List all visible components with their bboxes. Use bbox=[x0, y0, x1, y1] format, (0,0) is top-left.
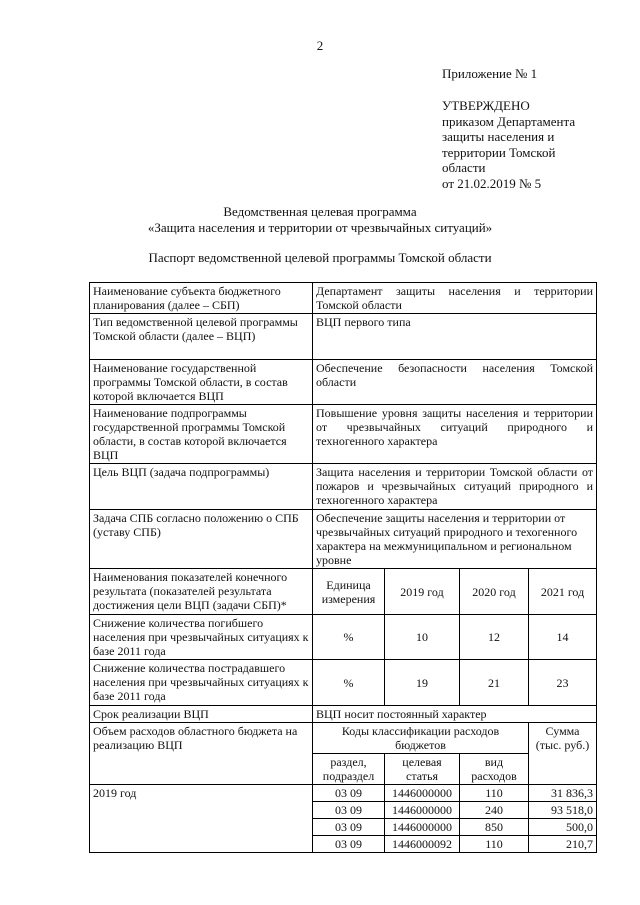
budget-target: 1446000000 bbox=[385, 819, 460, 836]
year-header: 2019 год bbox=[385, 569, 460, 615]
year-header: 2020 год bbox=[460, 569, 529, 615]
row-label: Тип ведомственной целевой программы Томской области (далее – ВЦП) bbox=[90, 314, 313, 360]
appendix-label: Приложение № 1 bbox=[442, 66, 538, 81]
title-line-2: «Защита населения и территории от чрезвычайных ситуаций» bbox=[147, 219, 493, 235]
budget-label: Объем расходов областного бюджета на реализацию ВЦП bbox=[90, 723, 313, 785]
table-row bbox=[90, 615, 597, 660]
indicator-value: 19 bbox=[385, 660, 460, 706]
document-title bbox=[0, 204, 640, 235]
budget-kind: 110 bbox=[460, 785, 529, 802]
page-number: 2 bbox=[316, 38, 324, 53]
budget-target: 1446000000 bbox=[385, 802, 460, 819]
table-row bbox=[90, 464, 597, 510]
indicator-unit: % bbox=[313, 660, 385, 706]
row-value: ВЦП первого типа bbox=[313, 314, 597, 360]
budget-target: 1446000092 bbox=[385, 836, 460, 853]
row-value: ВЦП носит постоянный характер bbox=[313, 706, 597, 723]
row-value: Повышение уровня защиты населения и территории от чрезвычайных ситуаций природного и техногенного характера bbox=[313, 405, 597, 464]
indicator-value: 12 bbox=[460, 615, 529, 660]
table-row bbox=[90, 706, 597, 723]
row-label: Наименование субъекта бюджетного планирования (далее – СБП) bbox=[90, 283, 313, 314]
codes-header: Коды классификации расходов бюджетов bbox=[313, 723, 529, 754]
approval-line: области bbox=[442, 160, 486, 175]
budget-section: 03 09 bbox=[313, 819, 385, 836]
section-header: раздел, подраздел bbox=[313, 754, 385, 785]
budget-section: 03 09 bbox=[313, 785, 385, 802]
table-row bbox=[90, 510, 597, 569]
row-label: Наименование государственной программы Томской области, в состав которой включается ВЦП bbox=[90, 360, 313, 405]
passport-title: Паспорт ведомственной целевой программы Томской области bbox=[148, 250, 492, 265]
approval-heading: УТВЕРЖДЕНО bbox=[442, 98, 530, 113]
row-value: Департамент защиты населения и территории Томской области bbox=[313, 283, 597, 314]
indicator-unit: % bbox=[313, 615, 385, 660]
budget-year: 2019 год bbox=[90, 785, 313, 853]
budget-sum: 31 836,3 bbox=[529, 785, 597, 802]
kind-header: вид расходов bbox=[460, 754, 529, 785]
budget-kind: 110 bbox=[460, 836, 529, 853]
table-row bbox=[90, 283, 597, 314]
row-value: Защита населения и территории Томской области от пожаров и чрезвычайных ситуаций природного и техногенного характера bbox=[313, 464, 597, 510]
approval-line: территории Томской bbox=[442, 144, 556, 160]
budget-section: 03 09 bbox=[313, 836, 385, 853]
indicator-name: Снижение количества пострадавшего населения при чрезвычайных ситуациях к базе 2011 года bbox=[90, 660, 313, 706]
approval-block bbox=[442, 98, 617, 191]
table-row bbox=[90, 723, 597, 754]
row-value: Обеспечение защиты населения и территории от чрезвычайных ситуаций природного и техогенного характера на межмуниципальном и региональном уровне bbox=[313, 510, 597, 569]
title-line-1: Ведомственная целевая программа bbox=[223, 204, 417, 219]
indicators-label: Наименования показателей конечного результата (показателей результата достижения цели ВЦП (задачи СБП)* bbox=[90, 569, 313, 615]
target-header: целевая статья bbox=[385, 754, 460, 785]
sum-header: Сумма (тыс. руб.) bbox=[529, 723, 597, 785]
indicator-value: 23 bbox=[529, 660, 597, 706]
passport-table bbox=[89, 282, 597, 853]
unit-header: Единица измерения bbox=[313, 569, 385, 615]
budget-sum: 93 518,0 bbox=[529, 802, 597, 819]
approval-line: от 21.02.2019 № 5 bbox=[442, 175, 542, 191]
budget-sum: 500,0 bbox=[529, 819, 597, 836]
table-row bbox=[90, 360, 597, 405]
table-row bbox=[90, 314, 597, 360]
row-value: Обеспечение безопасности населения Томской области bbox=[313, 360, 597, 405]
indicator-value: 10 bbox=[385, 615, 460, 660]
row-label: Задача СПБ согласно положению о СПБ (уставу СПБ) bbox=[90, 510, 313, 569]
row-label: Цель ВЦП (задача подпрограммы) bbox=[90, 464, 313, 510]
table-row bbox=[90, 405, 597, 464]
row-label: Срок реализации ВЦП bbox=[90, 706, 313, 723]
table-row bbox=[90, 660, 597, 706]
table-row bbox=[90, 785, 597, 802]
budget-kind: 850 bbox=[460, 819, 529, 836]
approval-line: защиты населения и bbox=[442, 129, 555, 144]
row-label: Наименование подпрограммы государственной программы Томской области, в состав которой включается ВЦП bbox=[90, 405, 313, 464]
indicator-value: 14 bbox=[529, 615, 597, 660]
year-header: 2021 год bbox=[529, 569, 597, 615]
indicator-value: 21 bbox=[460, 660, 529, 706]
budget-sum: 210,7 bbox=[529, 836, 597, 853]
budget-kind: 240 bbox=[460, 802, 529, 819]
indicator-name: Снижение количества погибшего населения при чрезвычайных ситуациях к базе 2011 года bbox=[90, 615, 313, 660]
approval-line: приказом Департамента bbox=[442, 113, 576, 129]
table-row bbox=[90, 569, 597, 615]
budget-section: 03 09 bbox=[313, 802, 385, 819]
budget-target: 1446000000 bbox=[385, 785, 460, 802]
